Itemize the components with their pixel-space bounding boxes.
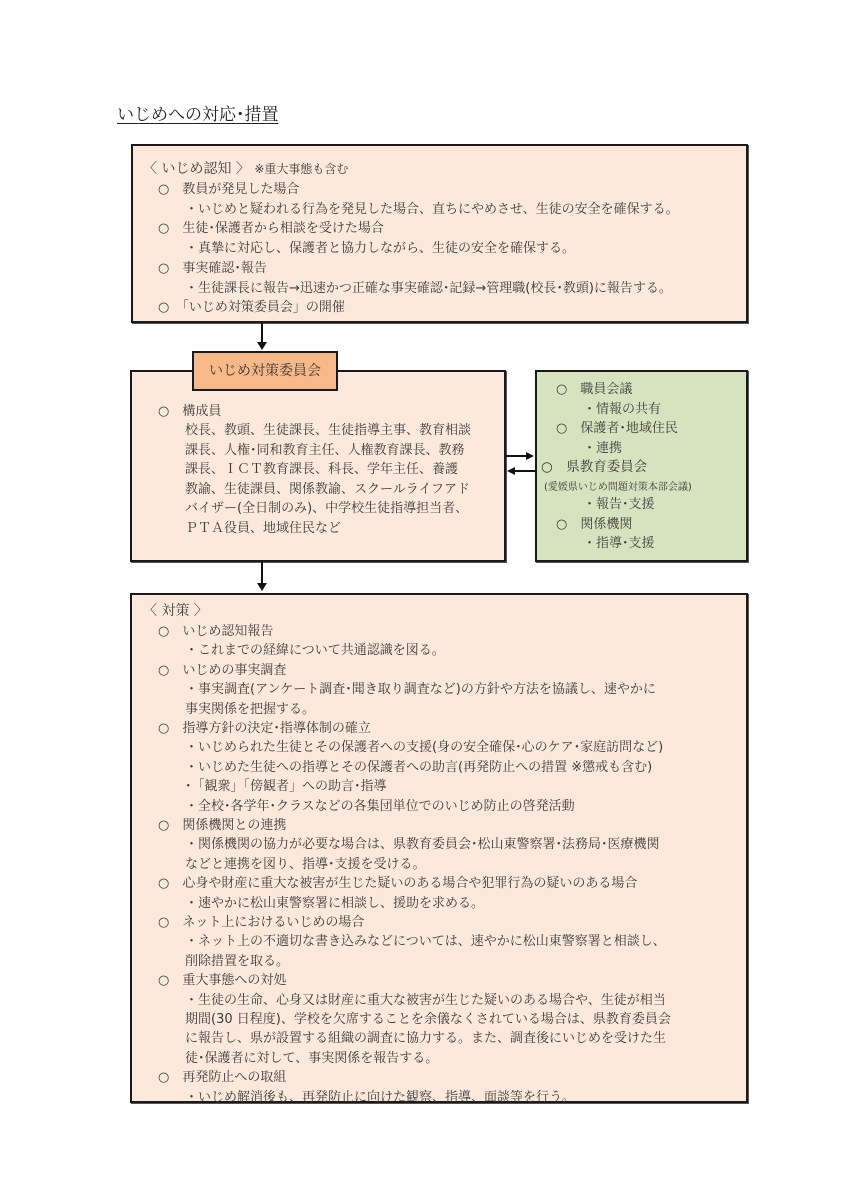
list-detail: ・指導･支援 [583,536,655,551]
list-item: ○ 再発防止への取組 [158,1070,287,1086]
list-detail: 課長、人権･同和教育主任、人権教育課長、教務 [185,442,465,458]
arrow-left-icon [507,467,515,475]
list-detail: などと連携を図り、指導･支援を受ける。 [185,856,426,872]
list-detail: ・真摯に対応し、保護者と協力しながら、生徒の安全を確保する。 [185,241,576,257]
list-item: ○ 県教育委員会 [541,459,648,475]
connector-line-2 [261,562,263,584]
list-detail: 徒･保護者に対して、事実関係を報告する。 [185,1050,439,1066]
list-item: ○ 関係機関 [556,516,633,532]
list-detail: バイザー(全日制のみ)、中学校生徒指導担当者、 [185,501,469,516]
list-detail: ・いじめと疑われる行為を発見した場合、直ちにやめさせ、生徒の安全を確保する。 [185,201,679,217]
list-detail: 課長、ＩＣＴ教育課長、科長、学年主任、養護 [185,462,459,477]
list-detail: ・生徒課長に報告→迅速かつ正確な事実確認･記録→管理職(校長･教頭)に報告する。 [185,280,672,296]
page-title: いじめへの対応･措置 [117,105,279,125]
arrow-down-icon [257,583,267,591]
list-detail: (愛媛県いじめ問題対策本部会議) [544,481,692,493]
connector-left [514,470,535,472]
connector-line-1 [261,323,263,343]
list-detail: ・ネット上の不適切な書き込みなどについては、速やかに松山東警察署と相談し、 [185,934,666,950]
list-detail: ＰＴＡ役員、地域住民など [185,520,342,536]
list-detail: ・報告･支援 [583,497,655,512]
list-detail: 期間(30 日程度)、学校を欠席することを余儀なくされている場合は、県教育委員会 [185,1012,671,1027]
list-item: ○ 指導方針の決定･指導体制の確立 [158,721,371,736]
list-item: ○ 関係機関との連携 [158,818,287,833]
list-detail: ・情報の共有 [583,401,662,417]
list-detail: 校長、教頭、生徒課長、生徒指導主事、教育相談 [185,423,472,438]
list-detail: ・いじめ解消後も、再発防止に向けた観察、指導、面談等を行う。 [185,1089,576,1105]
recognition-heading [143,160,348,179]
list-detail: ・全校･各学年･クラスなどの各集団単位でのいじめ防止の啓発活動 [185,798,575,814]
list-item: ○ 職員会議 [556,382,633,397]
list-detail: に報告し、県が設置する組織の調査に協力する。また、調査後にいじめを受けた生 [185,1031,667,1047]
list-detail: ･「観衆」「傍観者」への助言･指導 [185,779,387,795]
list-item: ○ 「いじめ対策委員会」の開催 [158,300,345,316]
recognition-heading-label: 〈 いじめ認知 〉 [143,161,250,177]
list-detail: ・速やかに松山東警察署に相談し、援助を求める。 [185,895,485,911]
arrow-right-icon [526,452,534,460]
list-item: ○ 事実確認･報告 [158,260,267,276]
list-detail: 事実関係を把握する。 [185,701,316,717]
list-item: ○ いじめの事実調査 [158,662,287,678]
list-item: ○ いじめ認知報告 [158,624,274,639]
recognition-heading-note: ※重大事態も含む [254,162,349,176]
list-detail: 削除措置を取る。 [185,953,290,969]
list-item: ○ 教員が発見した場合 [158,182,300,197]
list-detail: ・連携 [583,440,623,456]
list-item: ○ 保護者･地域住民 [556,421,678,436]
list-detail: 教諭、生徒課員、関係教諭、スクールライフアド [185,481,470,497]
list-detail: ・生徒の生命、心身又は財産に重大な被害が生じた疑いのある場合や、生徒が相当 [185,992,666,1008]
list-item: ○ 心身や財産に重大な被害が生じた疑いのある場合や犯罪行為の疑いのある場合 [158,876,638,892]
list-detail: ・関係機関の協力が必要な場合は、県教育委員会･松山東警察署･法務局･医療機関 [185,837,660,853]
list-detail: ・いじめた生徒への指導とその保護者への助言(再発防止への措置 ※懲戒も含む) [185,759,653,775]
members-heading: ○ 構成員 [158,404,222,419]
list-item: ○ 重大事態への対処 [158,973,287,989]
arrow-down-icon [257,342,267,350]
connector-right [506,455,528,457]
list-detail: ・事実調査(アンケート調査･聞き取り調査など)の方針や方法を協議し、速やかに [185,682,656,698]
measures-heading: 〈 対策 〉 [143,603,208,619]
list-detail: ・これまでの経緯について共通認識を図る。 [185,643,445,659]
list-item: ○ 生徒･保護者から相談を受けた場合 [158,221,384,237]
list-item: ○ ネット上におけるいじめの場合 [158,915,365,930]
list-detail: ・いじめられた生徒とその保護者への支援(身の安全確保･心のケア･家庭訪問など) [185,740,664,756]
committee-label: いじめ対策委員会 [192,351,338,391]
